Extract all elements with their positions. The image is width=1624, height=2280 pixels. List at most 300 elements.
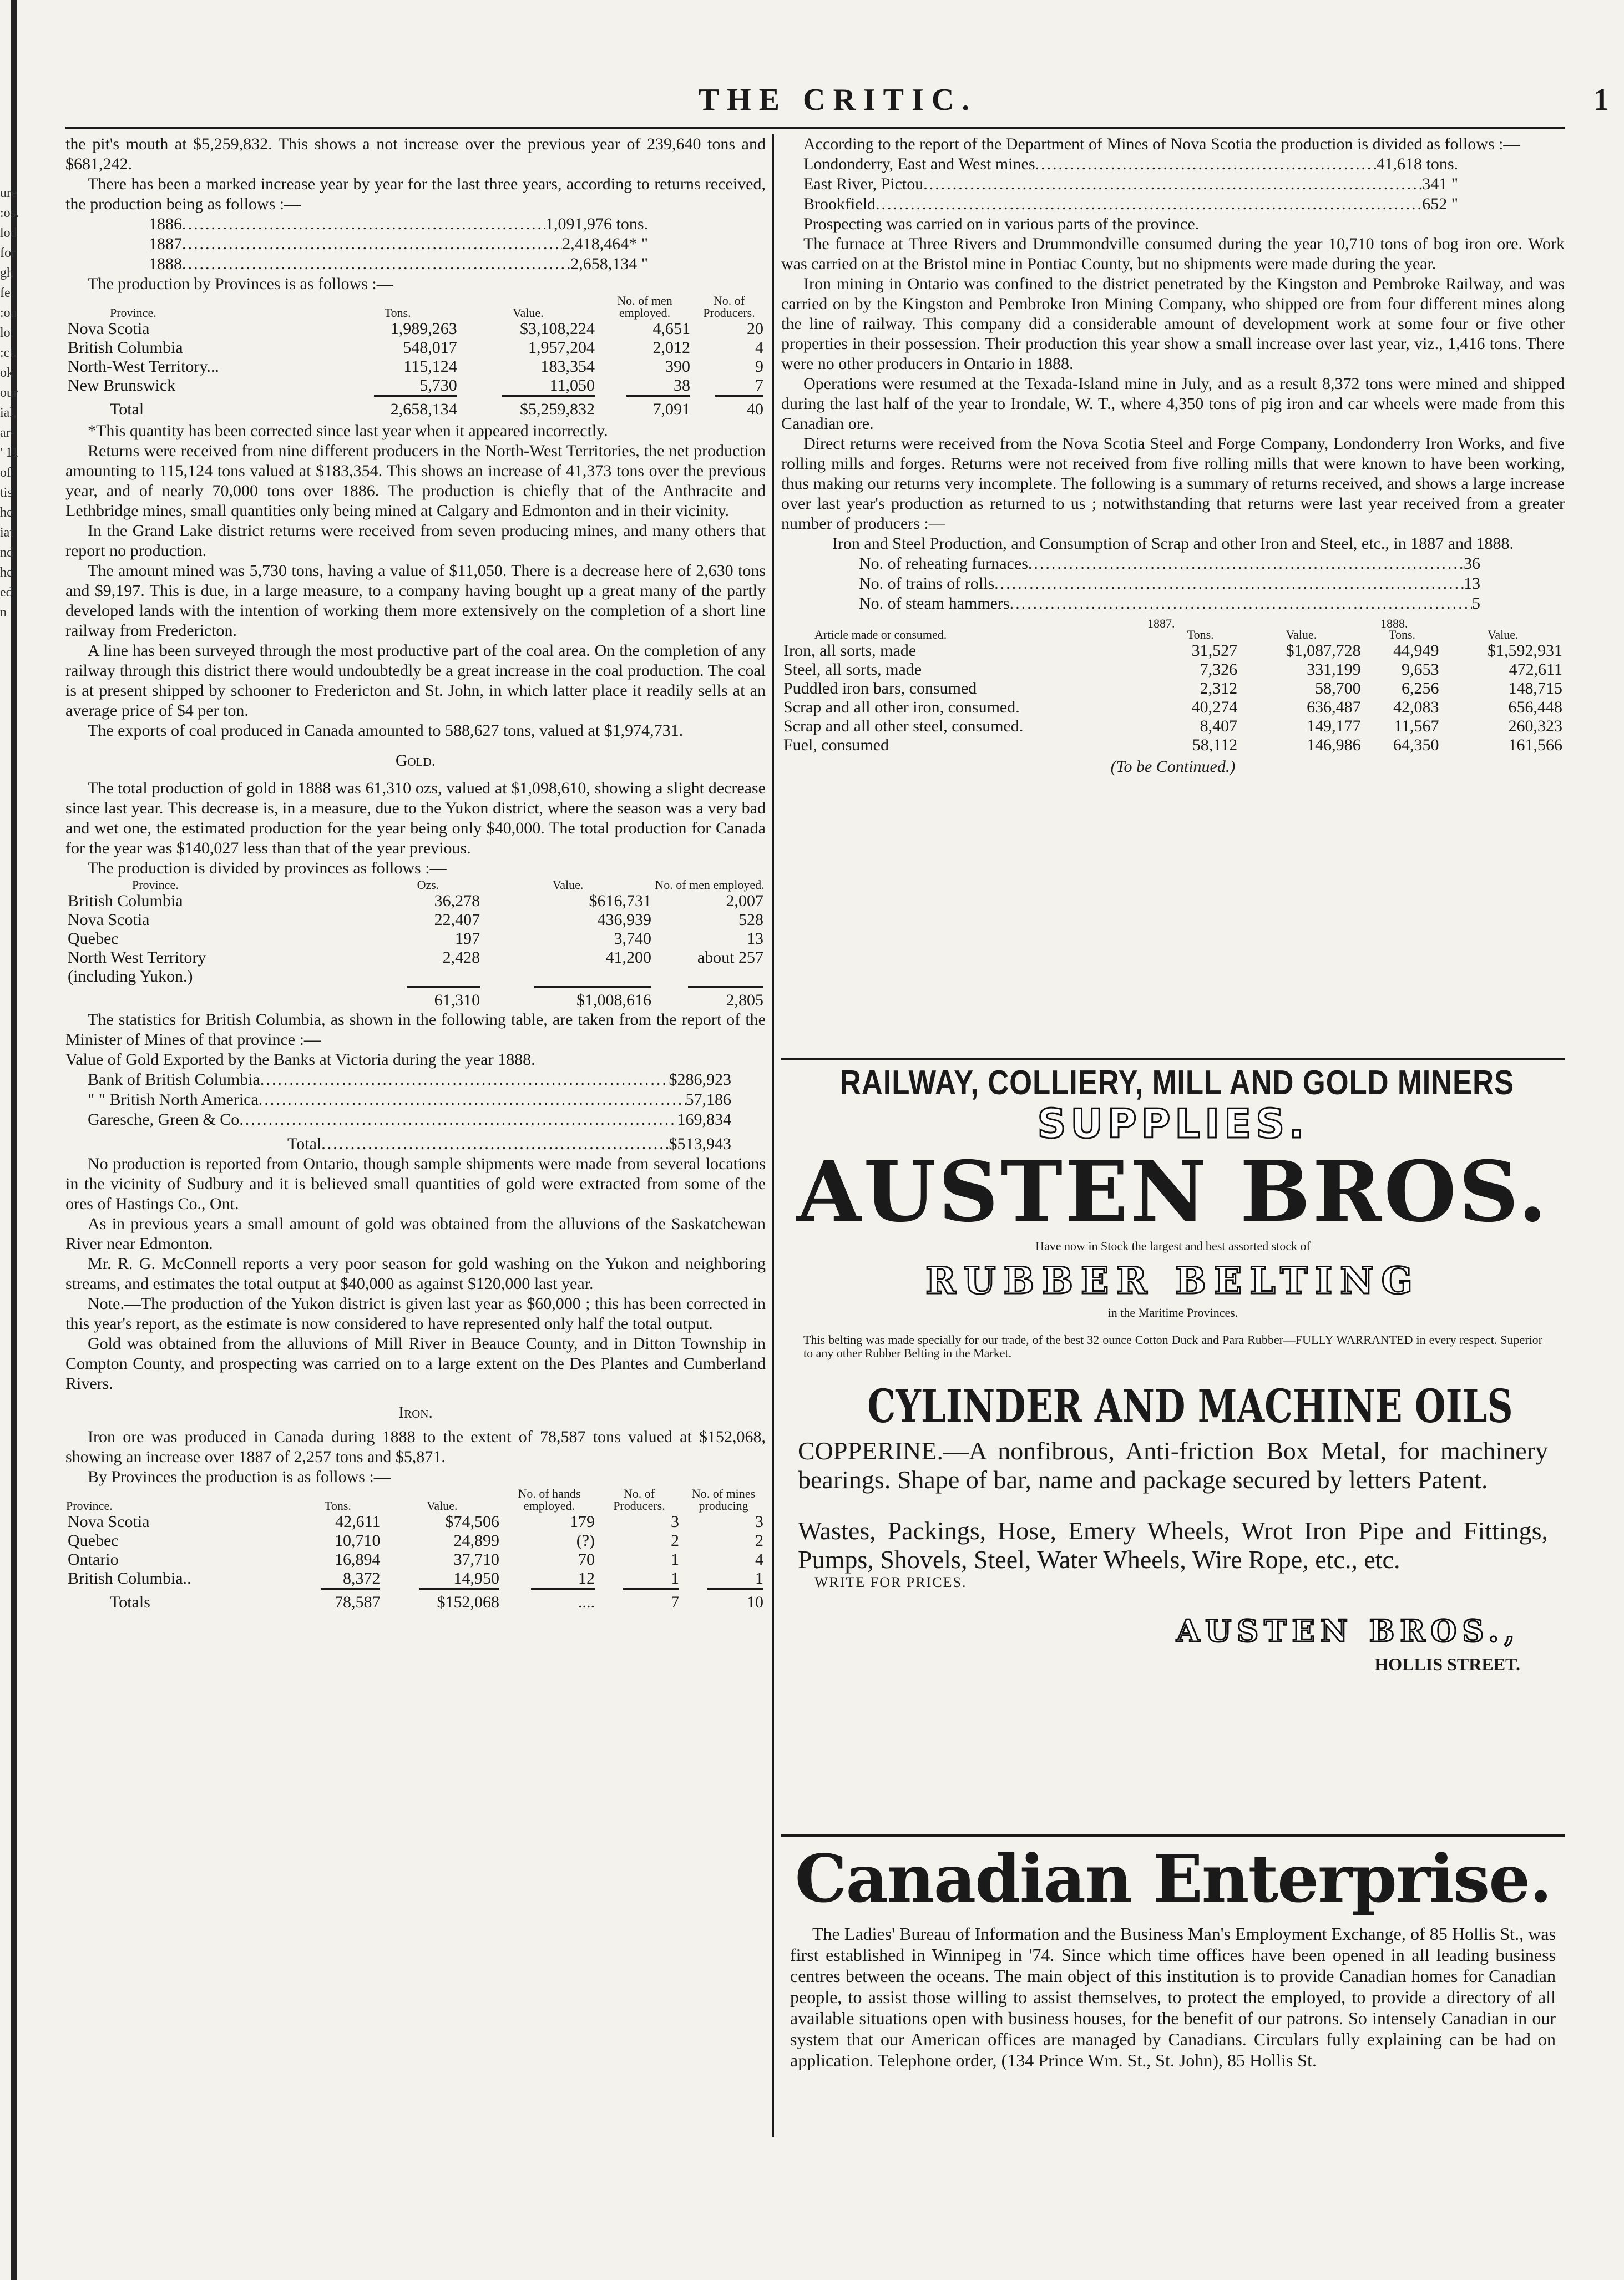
leader-label: 1888 [149,255,182,273]
leader-label: Londonderry, East and West mines [803,155,1035,173]
col-header: Tons. [1389,628,1416,641]
leader-value: 13 [1464,574,1480,593]
leader-value: 2,658,134 " [570,255,648,273]
gold-row [65,911,766,929]
cell-label: Total [110,400,144,418]
margin-fragment: for [0,246,16,260]
col-header: No. of men employed. [617,294,672,320]
separator-cell [336,395,459,400]
cell-producers: 1 [671,1550,679,1569]
coal-total-row [65,400,766,419]
cell-tons: 1,989,263 [390,320,457,338]
leader-value: 2,418,464* " [562,235,648,253]
bank-exports [65,1070,731,1130]
coal-row [65,320,766,338]
leader-label: Bank of British Columbia [88,1070,260,1089]
iron-table [65,1487,766,1612]
leader-value: 652 " [1422,195,1458,213]
cell-tons2: 44,949 [1393,641,1439,660]
iron-row [65,1569,766,1588]
leader-dots [321,1134,669,1154]
ad-signature: AUSTEN BROS., [1176,1613,1520,1649]
ad-headline: RAILWAY, COLLIERY, MILL AND GOLD MINERS [839,1064,1514,1102]
cell-producers: 3 [671,1513,679,1531]
col-header: Value. [1487,628,1519,641]
cell-ozs: 197 [455,929,480,948]
ad-copperine: COPPERINE.—A nonfibrous, Anti-friction Box Metal, for machinery bearings. Shape of bar, name and package secured by letters Patent. [798,1437,1548,1494]
gold-row [65,892,766,911]
cell-tons1: 58,112 [1192,736,1238,754]
cell-men: 2,007 [726,892,763,910]
iron-row [65,1513,766,1531]
cell-men: about 257 [697,948,763,967]
cell-mines: 3 [755,1513,763,1531]
gold-row [65,948,766,967]
cell-prov: Quebec [68,929,119,948]
ad-supplies: SUPPLIES. [1037,1100,1309,1147]
separator-cell [459,395,597,400]
gold-row [65,967,766,986]
cell-producers: 2 [671,1531,679,1550]
leader-label: 1887 [149,235,182,253]
cell-tons: 78,587 [334,1593,381,1611]
steel-row [781,698,1565,717]
mill-count-row [859,574,1480,594]
iron-row [65,1550,766,1569]
bank-row [88,1110,731,1130]
col-header: Value. [513,306,544,320]
cell-value: 183,354 [540,357,595,376]
margin-fragment: ed [0,585,13,600]
paragraph: As in previous years a small amount of gold was obtained from the alluvions of the Saskatchewan River near Edmonton. [65,1215,766,1253]
cell-prov: Nova Scotia [68,911,150,929]
right-column [781,134,1565,777]
margin-fragment: ial, [0,406,17,420]
cell-hands: 70 [578,1550,595,1569]
cell-value [482,967,654,986]
paragraph: According to the report of the Department of Mines of Nova Scotia the production is divided as follows :— [803,135,1520,153]
col-header: No. of Producers. [703,294,755,320]
cell-prov: North West Territory [68,948,206,967]
margin-fragment: lo. [0,326,14,340]
separator-cell [597,1588,681,1593]
leader-value: 169,834 [677,1110,731,1129]
masthead [67,82,1609,127]
margin-fragment: he [0,505,13,520]
bank-row [88,1090,731,1110]
masthead-rule [65,127,1565,129]
paragraph: The exports of coal produced in Canada amounted to 588,627 tons, valued at $1,974,731. [88,721,684,740]
cell-value2: 260,323 [1508,717,1562,735]
col-header: Tons. [324,1499,351,1513]
coal-row [65,357,766,376]
leader-dots [260,1070,669,1090]
cell-prov: Nova Scotia [68,1513,150,1531]
separator-cell [482,986,654,991]
cell-men: 528 [738,911,763,929]
cell-ozs: 36,278 [434,892,480,910]
table-caption: Iron and Steel Production, and Consumption of Scrap and other Iron and Steel, etc., in 1887 and 1888. [832,534,1514,553]
year-headers [781,614,1565,628]
cell-tons: 10,710 [334,1531,381,1550]
nova-scotia-mines [781,154,1458,214]
steel-row [781,736,1565,755]
cell-men: 13 [747,929,763,948]
ad-rule [781,1058,1565,1060]
cell-value: $5,259,832 [520,400,595,418]
ad-body: The Ladies' Bureau of Information and the Business Man's Employment Exchange, of 85 Hollis St., was first established in Winnipeg in '74. Since which time offices have been opened in all leading business centres between the oceans. The main object of this institution is to provide Canadian homes for Canadian people, to assist those willing to assist themselves, to protect the employed, to provide a directory of all available situations open with business houses, for the benefit of our patrons. So intensely Canadian in our system that our American offices are managed by Canadians. Circulars fully explaining can be had on application. Telephone order, (134 Prince Wm. St., St. John), 85 Hollis St. [790,1924,1556,2070]
margin-fragment: nd [0,545,13,560]
paragraph: By Provinces the production is as follows :— [88,1468,391,1486]
paragraph: Returns were received from nine different producers in the North-West Territories, the net production amounting to 115,124 tons valued at $183,354. This shows an increase of 41,373 tons over the previous year, and of nearly 70,000 tons over 1886. The production is chiefly that of the Anthracite and Lethbridge mines, small quantities only being mined at Calgary and Edmonton and in their vicinity. [65,442,766,520]
col-header: Province. [66,1499,113,1513]
cell-value: $1,008,616 [576,991,651,1009]
col-header: Ozs. [417,878,439,892]
cell-men: 390 [665,357,690,376]
iron-total-row [65,1593,766,1612]
col-header: Province. [110,306,156,320]
leader-dots [182,254,570,274]
paragraph: Gold was obtained from the alluvions of Mill River in Beauce County, and in Ditton Township in Compton County, and prospecting was carried on to a large extent on the Des Plantes and Cumberland Rivers. [65,1334,766,1393]
leader-value: 5 [1472,594,1480,613]
cell-ozs [374,967,482,986]
iron-row [65,1531,766,1550]
cell-tons: 5,730 [419,376,457,395]
paragraph: Prospecting was carried on in various parts of the province. [803,215,1200,233]
margin-fragment: :on [0,306,17,320]
separator-cell [597,395,692,400]
separator-cell [654,986,766,991]
leader-dots [923,174,1422,194]
production-by-year [65,214,648,274]
leader-dots [994,574,1464,594]
col-header: No. of mines producing [691,1487,756,1513]
cell-value: $616,731 [589,892,651,910]
bank-row [88,1070,731,1090]
leader-label: 1886 [149,215,182,233]
cell-value1: 331,199 [1307,660,1361,679]
separator-row [65,395,766,400]
leader-dots [182,214,545,234]
cell-producers: 1 [671,1569,679,1588]
paragraph: The amount mined was 5,730 tons, having a value of $11,050. There is a decrease here of 2,630 tons and $9,197. This is due, in a large measure, to a company having bought up a great many of the partly developed lands with the intention of working them more extensively on the completion of a short line railway from Fredericton. [65,562,766,640]
ad-title: Canadian Enterprise. [795,1840,1551,1917]
cell-article: Iron, all sorts, made [783,641,917,660]
cell-value2: 148,715 [1508,679,1562,697]
cell-value1: $1,087,728 [1286,641,1361,660]
ad-rubber-belting: RUBBER BELTING [925,1259,1420,1302]
cell-tons: 42,611 [335,1513,381,1531]
bank-total-row [287,1134,731,1154]
cell-value: $152,068 [437,1593,499,1611]
paragraph: Iron ore was produced in Canada during 1888 to the extent of 78,587 tons valued at $152,068, showing an increase over 1887 of 2,257 tons and $5,871. [65,1428,766,1466]
col-header: No. of Producers. [613,1487,665,1513]
separator-row [65,1588,766,1593]
cell-label [65,991,374,1010]
paragraph: Value of Gold Exported by the Banks at Victoria during the year 1888. [65,1050,535,1069]
cell-prov: Quebec [68,1531,119,1550]
cell-tons: 2,658,134 [390,400,457,418]
margin-fragment: ar- [0,426,15,440]
cell-article: Scrap and all other steel, consumed. [783,717,1024,735]
year-1888: 1888. [1380,616,1408,630]
leader-value: 341 " [1422,175,1458,193]
separator-cell [293,1588,382,1593]
cell-prov: New Brunswick [68,376,176,395]
cell-producers: 9 [755,357,763,376]
cell-producers: 40 [747,400,763,418]
separator-cell [692,395,766,400]
section-heading-iron: Iron. [398,1403,433,1422]
leader-dots [239,1110,677,1130]
cell-mines: 1 [755,1569,763,1588]
col-header: No. of hands employed. [518,1487,581,1513]
cell-prov: British Columbia.. [68,1569,191,1588]
leader-label: No. of reheating furnaces [859,554,1028,573]
leader-value: $286,923 [669,1070,731,1089]
leader-dots [1035,154,1377,174]
ad-stock-line: Have now in Stock the largest and best assorted stock of [1035,1239,1311,1253]
paragraph: A line has been surveyed through the most productive part of the coal area. On the completion of any railway through this district there would undoubtedly be a great increase in the coal production. The coal is at present shipped by schooner to Fredericton and St. John, in which latter place it readily sells at an average price of $4 per ton. [65,641,766,720]
ad-street: HOLLIS STREET. [1374,1654,1520,1674]
margin-fragment: gh [0,266,13,280]
cell-mines: 2 [755,1531,763,1550]
cell-men: 2,012 [652,338,690,357]
cell-value1: 149,177 [1307,717,1361,735]
margin-fragment: :ct. [0,346,17,360]
continued-note: (To be Continued.) [1110,757,1236,776]
cell-producers: 7 [671,1593,679,1611]
leader-dots [1028,554,1464,574]
separator-cell [382,1588,502,1593]
production-year-row [149,234,648,254]
separator-row [65,986,766,991]
cell-value: $3,108,224 [520,320,595,338]
cell-value2: $1,592,931 [1488,641,1562,660]
separator-cell [502,1588,597,1593]
cell-men: 7,091 [652,400,690,418]
ad-rule [781,1834,1565,1837]
leader-dots [876,194,1422,214]
cell-producers: 4 [755,338,763,357]
col-header: Tons. [384,306,411,320]
cell-value: $74,506 [445,1513,499,1531]
paragraph: The total production of gold in 1888 was 61,310 ozs, valued at $1,098,610, showing a slight decrease since last year. This decrease is, in a measure, due to the Yukon district, where the season was a very bad and wet one, the estimated production for the year being only $40,000. The total production for Canada for the year was $140,027 less than that of the year previous. [65,779,766,857]
margin-fragments [0,183,39,623]
ad-oils: CYLINDER AND MACHINE OILS [867,1380,1513,1433]
cell-tons1: 40,274 [1191,698,1238,716]
cell-value1: 58,700 [1315,679,1361,697]
ad-wastes: Wastes, Packings, Hose, Emery Wheels, Wrot Iron Pipe and Fittings, Pumps, Shovels, Steel, Water Wheels, Wire Rope, etc., etc. [798,1516,1548,1574]
separator-cell [681,1588,766,1593]
leader-label: Brookfield [803,195,876,213]
leader-label: No. of trains of rolls [859,574,995,593]
cell-prov: Ontario [68,1550,119,1569]
margin-fragment: ok [0,366,13,380]
margin-fragment: lod [0,226,17,240]
newspaper-title: THE CRITIC. [698,83,978,117]
cell-value: 37,710 [453,1550,499,1569]
mill-count-row [859,554,1480,574]
leader-label: Garesche, Green & Co [88,1110,240,1129]
cell-men: 38 [674,376,690,395]
leader-dots [182,234,562,254]
cell-prov: British Columbia [68,892,183,910]
cell-value: 1,957,204 [528,338,595,357]
cell-prov: North-West Territory... [68,357,219,376]
leader-value: 36 [1464,554,1480,573]
paragraph: Direct returns were received from the Nova Scotia Steel and Forge Company, Londonderry Iron Works, and five rolling mills and forges. Returns were not received from five rolling mills that were known to have been working, thus making our returns very incomplete. The following is a summary of returns received, and shows a large increase over last year's production as returned to us ; notwithstanding that returns were last year received from a greater number of producers :— [781,434,1565,533]
cell-label: Totals [110,1593,150,1611]
canadian-enterprise-ad [781,1840,1565,2071]
paragraph: The furnace at Three Rivers and Drummondville consumed during the year 10,710 tons of bog iron ore. Work was carried on at the Bristol mine in Pontiac County, but no shipments were made during the year. [781,235,1565,273]
col-header: Article made or consumed. [814,628,947,641]
page-number: 1 [1593,83,1609,117]
col-header: Tons. [1187,628,1214,641]
ad-region: in the Maritime Provinces. [1107,1306,1238,1320]
mill-count-row [859,594,1480,614]
cell-tons1: 7,326 [1200,660,1238,679]
cell-tons: 115,124 [403,357,457,376]
cell-value1: 146,986 [1307,736,1361,754]
paragraph: The production by Provinces is as follows :— [88,275,393,293]
ad-write: WRITE FOR PRICES. [814,1574,967,1590]
cell-tons: 8,372 [342,1569,381,1588]
paragraph: The production is divided by provinces as follows :— [88,859,447,877]
cell-hands: .... [578,1593,595,1611]
steel-row [781,660,1565,679]
cell-prov: (including Yukon.) [68,967,193,985]
cell-value: 11,050 [549,376,595,395]
margin-fragment: n [0,605,7,620]
paragraph: In the Grand Lake district returns were received from seven producing mines, and many others that report no production. [65,522,766,560]
gold-total-row [65,991,766,1010]
leader-label: No. of steam hammers [859,594,1010,613]
separator-cell [65,1588,293,1593]
cell-tons2: 64,350 [1393,736,1439,754]
cell-hands: 12 [578,1569,595,1588]
cell-value2: 472,611 [1509,660,1562,679]
steel-row [781,641,1565,660]
cell-article: Puddled iron bars, consumed [783,679,977,697]
cell-men: 2,805 [726,991,763,1009]
separator-cell [65,395,336,400]
margin-fragment: of [0,466,11,480]
separator-cell [65,986,374,991]
margin-fragment: our [0,386,18,400]
cell-tons2: 9,653 [1401,660,1439,679]
cell-prov: British Columbia [68,338,183,357]
cell-hands: 179 [570,1513,595,1531]
leader-value: 41,618 tons. [1376,155,1458,173]
steel-table [781,628,1565,755]
note: Note.—The production of the Yukon district is given last year as $60,000 ; this has been corrected in this year's report, as the estimate is now considered to have represented only half the total output. [65,1295,766,1333]
cell-tons1: 8,407 [1200,717,1238,735]
leader-value: 57,186 [685,1090,731,1109]
leader-dots [1010,594,1472,614]
col-header: Province. [132,878,179,892]
col-header: Value. [552,878,584,892]
steel-row [781,717,1565,736]
separator-cell [374,986,482,991]
cell-mines: 10 [747,1593,763,1611]
footnote: *This quantity has been corrected since last year when it appeared incorrectly. [88,422,608,440]
column-divider [772,134,774,2137]
cell-tons1: 2,312 [1200,679,1238,697]
col-header: Value. [426,1499,458,1513]
paragraph: Iron mining in Ontario was confined to the district penetrated by the Kingston and Pembroke Railway, and was carried on by the Kingston and Pembroke Iron Mining Company, who shipped ore from four different mines along the line of railway. This company did a considerable amount of development work at some four or five other properties in their possession. Their production this year show a small increase over last year, viz., 1,416 tons. There were no other producers in Ontario in 1888. [781,275,1565,373]
margin-fragment: :os. [0,206,19,220]
ns-mine-row [803,154,1458,174]
paragraph: the pit's mouth at $5,259,832. This shows a not increase over the previous year of 239,640 tons and $681,242. [65,135,766,173]
cell-ozs: 22,407 [434,911,480,929]
cell-men [654,967,766,986]
coal-row [65,338,766,357]
gold-table [65,878,766,1010]
cell-ozs: 2,428 [442,948,480,967]
cell-producers: 20 [747,320,763,338]
leader-label: Total [287,1135,322,1153]
paragraph: There has been a marked increase year by year for the last three years, according to returns received, the production being as follows :— [65,175,766,213]
ad-fine-print: This belting was made specially for our trade, of the best 32 ounce Cotton Duck and Para Rubber—FULLY WARRANTED in every respect. Superior to any other Rubber Belting in the Market. [803,1333,1542,1360]
leader-value: $513,943 [669,1135,731,1153]
bank-exports-total [65,1134,731,1154]
paragraph: Operations were resumed at the Texada-Island mine in July, and as a result 8,372 tons were mined and shipped during the last half of the year to Irondale, W. T., where 4,350 tons of pig iron and car wheels were made from this Canadian ore. [781,375,1565,433]
section-heading-gold: Gold. [395,751,436,770]
cell-ozs: 61,310 [434,991,480,1009]
cell-tons2: 6,256 [1401,679,1439,697]
paragraph: No production is reported from Ontario, though sample shipments were made from several locations in the vicinity of Sudbury and it is believed small quantities of gold were extracted from some of the ores of Hastings Co., Ont. [65,1155,766,1213]
cell-value: 41,200 [605,948,651,967]
cell-value2: 161,566 [1508,736,1562,754]
cell-value2: 656,448 [1508,698,1562,716]
cell-value: 436,939 [597,911,651,929]
cell-prov: Nova Scotia [68,320,150,338]
cell-value1: 636,487 [1307,698,1361,716]
cell-tons1: 31,527 [1191,641,1238,660]
austen-bros-ad [781,1063,1565,1675]
margin-fragment: tis [0,486,13,500]
leader-label: East River, Pictou [803,175,924,193]
cell-article: Steel, all sorts, made [783,660,922,679]
ns-mine-row [803,194,1458,214]
gold-row [65,929,766,948]
mill-counts [781,554,1480,614]
production-year-row [149,214,648,234]
margin-fragment: iat [0,525,13,540]
cell-tons2: 11,567 [1394,717,1439,735]
steel-row [781,679,1565,698]
margin-fragment: ' 11 [0,446,19,460]
production-year-row [149,254,648,274]
leader-label: " " British North America [88,1090,259,1109]
leader-dots [259,1090,686,1110]
paragraph: Mr. R. G. McConnell reports a very poor season for gold washing on the Yukon and neighboring streams, and estimates the total output at $40,000 as against $120,000 last year. [65,1255,766,1293]
cell-hands: (?) [576,1531,595,1550]
cell-article: Fuel, consumed [783,736,889,754]
cell-value: 14,950 [453,1569,499,1588]
leader-value: 1,091,976 tons. [545,215,648,233]
year-1887: 1887. [1147,616,1175,630]
col-header: No. of men employed. [655,878,765,892]
ad-firm-name: AUSTEN BROS. [796,1143,1550,1241]
left-column [65,134,766,1612]
coal-table [65,294,766,419]
cell-tons: 548,017 [403,338,457,357]
cell-article: Scrap and all other iron, consumed. [783,698,1020,716]
cell-tons: 16,894 [334,1550,381,1569]
ns-mine-row [803,174,1458,194]
